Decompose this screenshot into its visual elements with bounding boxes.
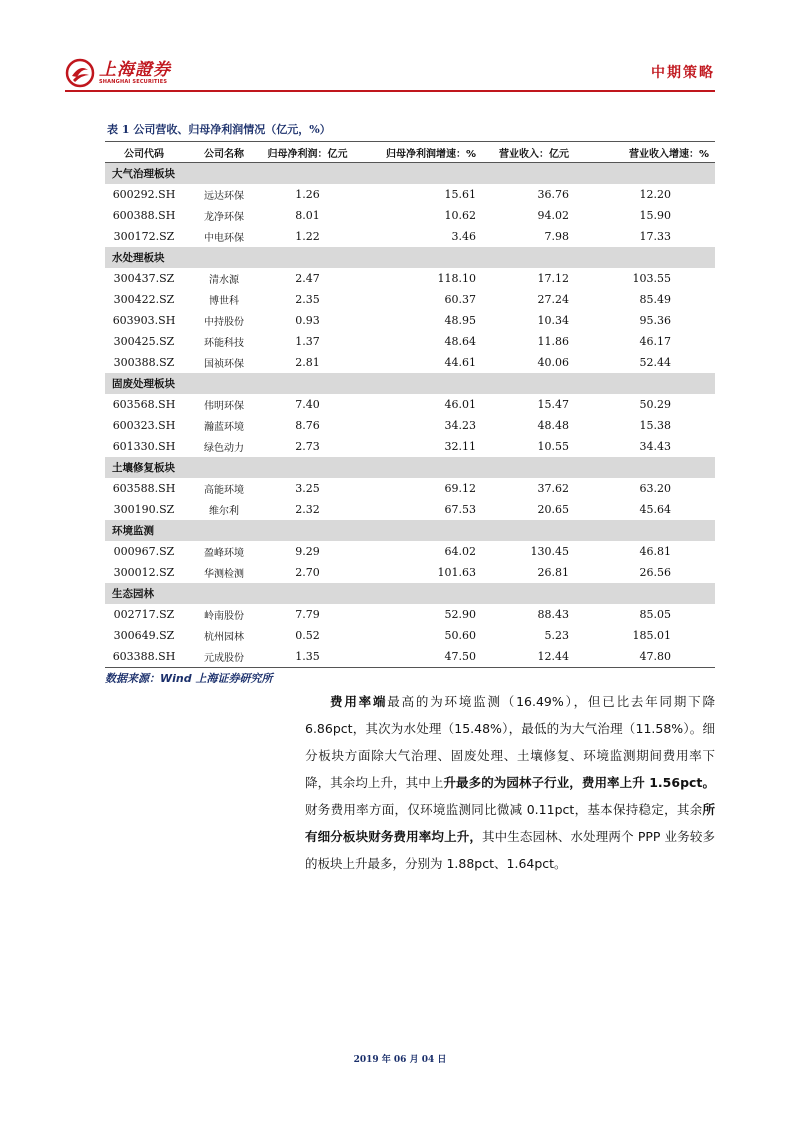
sector-row [105,163,715,185]
table-row [105,604,715,625]
sector-row [105,457,715,478]
cell-net-profit: 8.01 [295,209,320,222]
cell-code: 603388.SH [105,646,183,668]
cell-net-profit: 1.37 [295,335,320,348]
cell-revenue-growth: 52.44 [639,356,671,369]
cell-net-profit: 0.93 [295,314,320,327]
cell-net-profit-growth: 101.63 [437,566,476,579]
cell-net-profit-growth: 47.50 [350,646,484,668]
logo-english-text: SHANGHAI SECURITIES [99,78,168,85]
cell-company-name: 博世科 [209,296,239,307]
cell-net-profit-growth: 34.23 [444,419,476,432]
cell-company-name: 元成股份 [183,646,265,668]
table-row [105,289,715,310]
cell-revenue: 40.06 [537,356,569,369]
cell-net-profit-growth: 44.61 [444,356,476,369]
cell-net-profit: 0.52 [295,629,320,642]
company-financials-table [105,141,715,668]
table-row [105,184,715,205]
cell-company-name: 盈峰环境 [204,548,244,559]
sector-label: 固废处理板块 [105,373,715,394]
cell-revenue: 7.98 [544,230,569,243]
cell-revenue-growth: 45.64 [639,503,671,516]
cell-net-profit: 2.73 [295,440,320,453]
cell-company-name: 国祯环保 [204,359,244,370]
cell-company-name: 清水源 [209,275,239,286]
col-header-net-profit: 归母净利润：亿元 [267,148,348,160]
cell-revenue: 11.86 [537,335,569,348]
col-header-code: 公司代码 [124,148,164,160]
cell-net-profit-growth: 48.95 [444,314,476,327]
cell-company-name: 绿色动力 [204,443,244,454]
cell-net-profit-growth: 48.64 [444,335,476,348]
cell-revenue-growth: 185.01 [632,629,671,642]
cell-revenue-growth: 12.20 [639,188,671,201]
col-header-revenue: 营业收入：亿元 [499,148,569,160]
logo-chinese-text: 上海證券 [99,59,171,80]
cell-company-name: 维尔利 [209,506,239,517]
cell-net-profit-growth: 67.53 [444,503,476,516]
cell-code: 002717.SZ [113,608,175,621]
cell-net-profit: 3.25 [295,482,320,495]
cell-net-profit: 7.40 [295,398,320,411]
table-row [105,625,715,646]
cell-net-profit-growth: 64.02 [444,545,476,558]
sector-row [105,373,715,394]
cell-company-name: 龙净环保 [204,212,244,223]
sector-label: 生态园林 [105,583,715,604]
cell-net-profit-growth: 32.11 [444,440,476,453]
body-text-segment: 最高的为环境监测（16.49%），但已比去年同期下降6.86pct，其次为水处理（15.48%），最低的为大气治理（11.58%）。细分板块方面除大气治理、固废处理、土壤修复、环境监测期间费用率下降，其余均上升，其中上 [305,694,715,790]
cell-company-name: 环能科技 [204,338,244,349]
cell-net-profit: 2.35 [295,293,320,306]
cell-net-profit: 8.76 [295,419,320,432]
cell-company-name: 伟明环保 [204,401,244,412]
table-row [105,226,715,247]
cell-revenue-growth: 15.38 [639,419,671,432]
cell-revenue: 88.43 [537,608,569,621]
cell-net-profit-growth: 46.01 [444,398,476,411]
table-row [105,205,715,226]
cell-net-profit: 9.29 [295,545,320,558]
cell-net-profit: 1.35 [265,646,350,668]
cell-revenue: 94.02 [537,209,569,222]
report-type-label: 中期策略 [651,65,715,81]
table-row [105,415,715,436]
emphasis-text: 升最多的为园林子行业，费用率上升 1.56pct。 [443,775,715,790]
cell-company-name: 中持股份 [204,317,244,328]
cell-revenue: 17.12 [537,272,569,285]
table-row [105,310,715,331]
sector-label: 水处理板块 [105,247,715,268]
cell-revenue: 48.48 [537,419,569,432]
header-divider [65,90,715,92]
cell-revenue-growth: 103.55 [632,272,671,285]
table-title: 表 1 公司营收、归母净利润情况（亿元，%） [107,123,331,136]
cell-revenue-growth: 63.20 [639,482,671,495]
sector-row [105,583,715,604]
cell-code: 603588.SH [112,482,176,495]
sector-label: 环境监测 [105,520,715,541]
cell-revenue-growth: 50.29 [639,398,671,411]
cell-code: 603568.SH [112,398,176,411]
cell-code: 300425.SZ [113,335,175,348]
cell-net-profit: 7.79 [295,608,320,621]
cell-revenue-growth: 47.80 [577,646,715,668]
cell-revenue-growth: 46.17 [639,335,671,348]
cell-company-name: 华测检测 [204,569,244,580]
cell-revenue: 10.34 [537,314,569,327]
emphasis-text: 所有细分板块财务费用率均上升， [305,802,715,844]
cell-net-profit-growth: 15.61 [444,188,476,201]
cell-company-name: 杭州园林 [204,632,244,643]
cell-revenue: 10.55 [537,440,569,453]
cell-code: 000967.SZ [113,545,175,558]
sector-label: 土壤修复板块 [105,457,715,478]
cell-revenue-growth: 85.05 [639,608,671,621]
cell-code: 600388.SH [112,209,176,222]
cell-company-name: 岭南股份 [204,611,244,622]
body-text-segment: 财务费用率方面，仅环境监测同比微减 0.11pct，基本保持稳定，其余 [305,802,703,817]
cell-net-profit-growth: 3.46 [451,230,476,243]
table-row [105,478,715,499]
cell-code: 300437.SZ [113,272,175,285]
cell-net-profit-growth: 10.62 [444,209,476,222]
cell-net-profit-growth: 52.90 [444,608,476,621]
cell-net-profit: 2.47 [295,272,320,285]
cell-net-profit: 1.22 [295,230,320,243]
cell-code: 300012.SZ [113,566,175,579]
col-header-name: 公司名称 [204,148,244,160]
body-text-segment: 其中生态园林、水处理两个 PPP 业务较多的板块上升最多，分别为 1.88pct、1.64pct。 [305,829,715,871]
cell-code: 300190.SZ [113,503,175,516]
cell-code: 300649.SZ [113,629,175,642]
cell-revenue-growth: 34.43 [639,440,671,453]
cell-revenue: 12.44 [484,646,577,668]
table-row [105,562,715,583]
cell-revenue: 26.81 [537,566,569,579]
table-row [105,394,715,415]
cell-revenue: 130.45 [530,545,569,558]
paragraph-text [305,688,715,877]
cell-revenue-growth: 15.90 [639,209,671,222]
col-header-revenue-growth: 营业收入增速：% [628,148,709,160]
emphasis-text: 费用率端 [330,694,388,709]
company-logo [65,58,171,88]
data-source-note: 数据来源：Wind 上海证券研究所 [105,672,273,685]
cell-code: 600292.SH [112,188,176,201]
table-row [105,331,715,352]
sector-label: 大气治理板块 [105,163,715,185]
cell-code: 300388.SZ [113,356,175,369]
cell-company-name: 高能环境 [204,485,244,496]
logo-mark-icon [65,58,95,88]
cell-revenue: 15.47 [537,398,569,411]
cell-code: 603903.SH [112,314,176,327]
cell-company-name: 瀚蓝环境 [204,422,244,433]
table-row [105,541,715,562]
cell-revenue: 37.62 [537,482,569,495]
cell-revenue: 36.76 [537,188,569,201]
sector-row [105,520,715,541]
table-header-row [105,142,715,163]
cell-revenue: 20.65 [537,503,569,516]
col-header-net-profit-growth: 归母净利润增速：% [385,148,476,160]
cell-revenue-growth: 85.49 [639,293,671,306]
body-paragraph [305,688,715,877]
cell-revenue-growth: 46.81 [639,545,671,558]
cell-revenue-growth: 17.33 [639,230,671,243]
cell-revenue-growth: 26.56 [639,566,671,579]
cell-company-name: 中电环保 [204,233,244,244]
footer-date: 2019 年 06 月 04 日 [353,1055,447,1065]
table-row [105,499,715,520]
sector-row [105,247,715,268]
cell-net-profit-growth: 69.12 [444,482,476,495]
table-row [105,436,715,457]
cell-code: 601330.SH [112,440,176,453]
cell-revenue: 5.23 [544,629,569,642]
cell-code: 300172.SZ [113,230,175,243]
table-row [105,352,715,373]
cell-net-profit: 1.26 [295,188,320,201]
cell-net-profit: 2.70 [295,566,320,579]
cell-net-profit-growth: 50.60 [444,629,476,642]
cell-company-name: 远达环保 [204,191,244,202]
cell-revenue-growth: 95.36 [639,314,671,327]
page-header [65,48,715,92]
cell-code: 300422.SZ [113,293,175,306]
table-row [105,268,715,289]
cell-net-profit-growth: 60.37 [444,293,476,306]
cell-net-profit-growth: 118.10 [437,272,476,285]
cell-net-profit: 2.32 [295,503,320,516]
cell-code: 600323.SH [112,419,176,432]
table-row [105,646,715,668]
cell-revenue: 27.24 [537,293,569,306]
cell-net-profit: 2.81 [295,356,320,369]
